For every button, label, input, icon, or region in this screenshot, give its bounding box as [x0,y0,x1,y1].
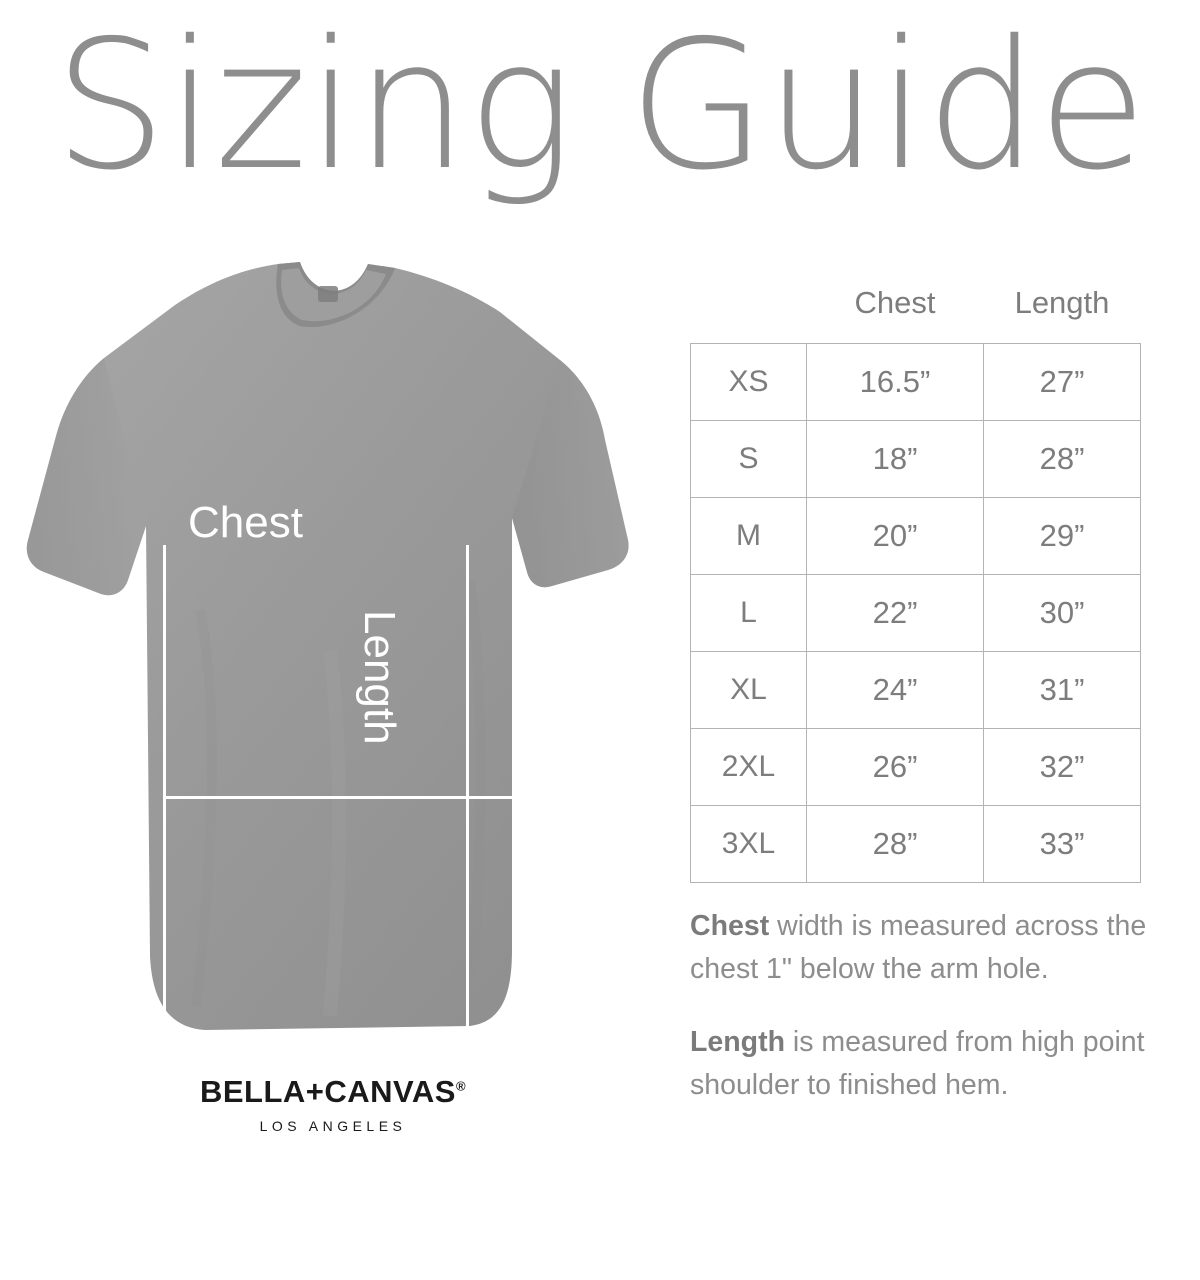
note-length [690,1021,1160,1107]
cell-chest: 22” [807,575,984,652]
cell-chest: 28” [807,806,984,883]
note-length-text: is measured from high point shoulder to finished hem. [690,1026,1145,1101]
note-length-lead: Length [690,1026,785,1058]
cell-chest: 24” [807,652,984,729]
brand-location: LOS ANGELES [259,1118,407,1134]
cell-length: 31” [984,652,1141,729]
cell-length: 29” [984,498,1141,575]
column-header-size [691,285,807,344]
cell-size: XS [691,344,807,421]
table-header-row [691,285,1141,344]
table-row [691,421,1141,498]
column-header-chest: Chest [854,285,936,320]
brand-name [183,1074,483,1110]
cell-length: 28” [984,421,1141,498]
length-measure-label: Length [355,610,404,745]
cell-length: 27” [984,344,1141,421]
cell-chest: 18” [807,421,984,498]
cell-size: 3XL [691,806,807,883]
size-table [690,285,1141,883]
note-chest-text: width is measured across the chest 1" below the arm hole. [690,910,1147,985]
cell-length: 33” [984,806,1141,883]
cell-length: 32” [984,729,1141,806]
table-row [691,652,1141,729]
size-table-wrapper [690,285,1140,883]
page-title: Sizing Guide [53,2,1147,209]
table-row [691,498,1141,575]
cell-size: S [691,421,807,498]
brand-logo [183,1074,483,1134]
cell-chest: 26” [807,729,984,806]
cell-size: 2XL [691,729,807,806]
cell-chest: 16.5” [807,344,984,421]
table-row [691,729,1141,806]
chest-measure-label: Chest [188,498,303,547]
length-guideline [466,545,469,1280]
tshirt-icon [0,250,660,1050]
table-row [691,806,1141,883]
table-row [691,344,1141,421]
chest-left-guideline [163,545,166,1280]
cell-size: L [691,575,807,652]
table-row [691,575,1141,652]
registered-trademark-icon: ® [455,1078,467,1094]
note-chest [690,905,1160,991]
cell-chest: 20” [807,498,984,575]
cell-size: XL [691,652,807,729]
shirt-illustration [0,250,660,1050]
cell-length: 30” [984,575,1141,652]
measurement-notes [690,905,1160,1137]
note-chest-lead: Chest [690,910,770,942]
brand-name-text: BELLA+CANVAS [199,1074,456,1109]
cell-size: M [691,498,807,575]
chest-guideline [163,796,525,799]
column-header-length: Length [1014,285,1110,320]
